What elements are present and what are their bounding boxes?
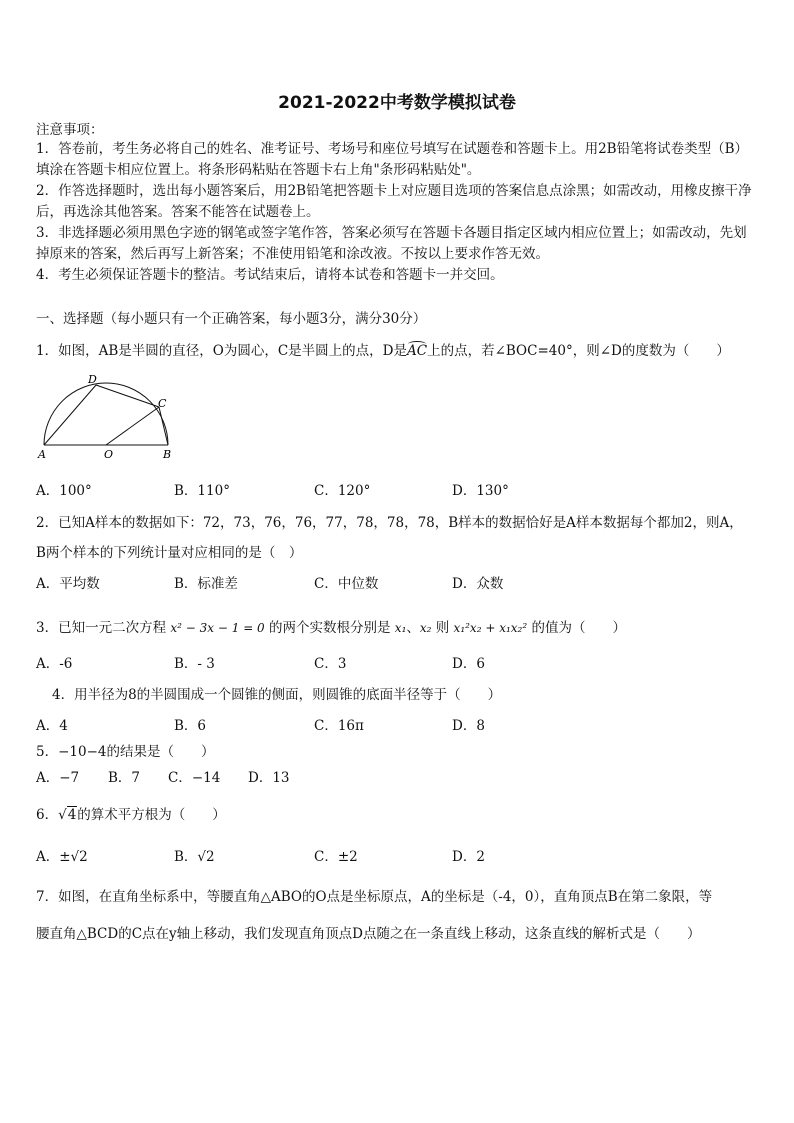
q6-option-a[interactable]: A．±√2 (36, 849, 88, 865)
q6-option-b[interactable]: B．√2 (174, 849, 215, 865)
q6-option-c[interactable]: C．±2 (314, 849, 358, 865)
question-2-line-1: 2．已知A样本的数据如下：72，73，76，76，77，78，78，78，B样本的数据恰好是A样本数据每个都加2，则A， (36, 515, 743, 531)
point-label-b: B (163, 448, 172, 461)
notice-item-4: 4．考生必须保证答题卡的整洁。考试结束后，请将本试卷和答题卡一并交回。 (36, 267, 504, 283)
q5-option-c[interactable]: C．−14 (168, 770, 221, 786)
q3-option-b[interactable]: B．- 3 (174, 656, 215, 672)
q1-arc-text: AC (406, 343, 428, 359)
segment-oc (106, 407, 159, 445)
q2-option-b[interactable]: B．标准差 (174, 576, 238, 592)
point-label-c: C (158, 397, 167, 410)
page-title: 2021-2022中考数学模拟试卷 (278, 93, 516, 113)
question-5-stem: 5．−10−4的结果是（ ） (36, 744, 215, 760)
notice-item-2: 2．作答选择题时，选出每小题答案后，用2B铅笔把答题卡上对应题目选项的答案信息点涂黑；如需改动，用橡皮擦干净后，再选涂其他答案。答案不能答在试题卷上。 (36, 183, 752, 220)
q1-arc-label (407, 343, 427, 359)
segment-dc (96, 385, 159, 407)
q1-option-d[interactable]: D．130° (452, 483, 509, 499)
q5-option-d[interactable]: D．13 (248, 770, 290, 786)
q5-option-b[interactable]: B．7 (108, 770, 141, 786)
q4-option-c[interactable]: C．16π (314, 718, 364, 734)
question-7-line-1: 7．如图，在直角坐标系中，等腰直角△ABO的O点是坐标原点，A的坐标是（-4，0），直角顶点B在第二象限，等 (36, 889, 713, 905)
point-label-d: D (88, 373, 97, 386)
q3-text-3: 则 (435, 620, 450, 636)
q2-option-a[interactable]: A．平均数 (36, 576, 100, 592)
q2-option-d[interactable]: D．众数 (452, 576, 504, 592)
semicircle-figure (36, 370, 178, 462)
arc-mark (408, 341, 426, 347)
q6-radicand: 4 (67, 807, 77, 823)
notice-item-1: 1．答卷前，考生务必将自己的姓名、准考证号、考场号和座位号填写在试题卷和答题卡上。用2B铅笔将试卷类型（B）填涂在答题卡相应位置上。将条形码粘贴在答题卡右上角"条形码粘贴处"。 (36, 141, 749, 178)
q5-option-a[interactable]: A．−7 (36, 770, 80, 786)
q3-text-4: 的值为（ ） (531, 620, 626, 636)
q2-option-c[interactable]: C．中位数 (314, 576, 379, 592)
q1-stem-before: 1．如图，AB是半圆的直径，O为圆心，C是半圆上的点，D是 (36, 343, 407, 359)
q3-expression: x₁²x₂ + x₁x₂² (453, 621, 528, 635)
q3-option-a[interactable]: A．-6 (36, 656, 73, 672)
q1-option-b[interactable]: B．110° (174, 483, 230, 499)
q1-option-a[interactable]: A．100° (36, 483, 92, 499)
question-7-line-2: 腰直角△BCD的C点在y轴上移动，我们发现直角顶点D点随之在一条直线上移动，这条直线的解析式是（ ） (36, 926, 701, 942)
point-label-a: A (38, 448, 46, 461)
section-heading: 一、选择题（每小题只有一个正确答案，每小题3分，满分30分） (36, 311, 427, 327)
q3-option-d[interactable]: D．6 (452, 656, 485, 672)
question-1-stem (36, 339, 730, 359)
q4-option-b[interactable]: B．6 (174, 718, 207, 734)
notice-heading: 注意事项： (36, 122, 104, 138)
q6-text-2: 的算术平方根为（ ） (77, 807, 226, 823)
question-4-stem: 4．用半径为8的半圆围成一个圆锥的侧面，则圆锥的底面半径等于（ ） (52, 687, 502, 703)
q3-x1: x₁ (394, 621, 407, 635)
q3-equation: x² − 3x − 1 = 0 (170, 621, 265, 635)
sqrt-symbol: √ (58, 807, 67, 823)
q6-option-d[interactable]: D．2 (452, 849, 485, 865)
q1-stem-after: 上的点，若∠BOC=40°，则∠D的度数为（ ） (427, 343, 730, 359)
q1-option-c[interactable]: C．120° (314, 483, 371, 499)
segment-cb (159, 407, 168, 445)
q3-separator: 、 (406, 620, 420, 636)
q3-text-1: 3．已知一元二次方程 (36, 620, 167, 636)
q4-option-d[interactable]: D．8 (452, 718, 485, 734)
notice-item-3: 3．非选择题必须用黑色字迹的钢笔或签字笔作答，答案必须写在答题卡各题目指定区域内相应位置上；如需改动，先划掉原来的答案，然后再写上新答案；不准使用铅笔和涂改液。不按以上要求作答无效。 (36, 225, 747, 262)
question-2-line-2: B两个样本的下列统计量对应相同的是（ ） (36, 545, 303, 561)
q3-text-2: 的两个实数根分别是 (269, 620, 391, 636)
question-6-stem (36, 803, 226, 823)
q4-option-a[interactable]: A．4 (36, 718, 68, 734)
point-label-o: O (104, 448, 114, 461)
question-3-stem (36, 616, 626, 636)
q3-option-c[interactable]: C．3 (314, 656, 347, 672)
q6-text-1: 6． (36, 807, 59, 823)
q3-x2: x₂ (419, 621, 432, 635)
